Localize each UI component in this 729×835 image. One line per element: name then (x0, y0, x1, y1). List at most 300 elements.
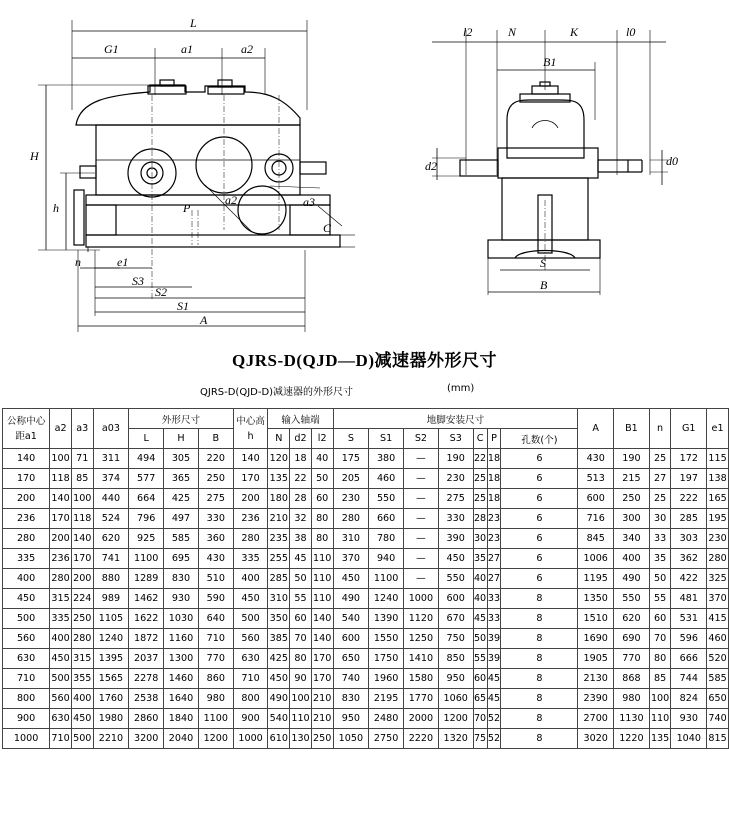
drawing-label-S3: S3 (132, 274, 144, 288)
table-cell: 513 (578, 469, 614, 489)
table-cell: 450 (268, 669, 290, 689)
table-cell: 8 (501, 629, 578, 649)
col-P: P (487, 429, 501, 449)
table-cell: 780 (369, 529, 404, 549)
table-cell: 2860 (129, 709, 164, 729)
table-cell: 230 (333, 489, 369, 509)
table-cell: 60 (649, 609, 671, 629)
table-cell: 710 (233, 669, 268, 689)
table-cell: 195 (707, 509, 729, 529)
table-cell: 1060 (438, 689, 473, 709)
table-cell: 1640 (164, 689, 199, 709)
table-cell: 980 (614, 689, 650, 709)
table-cell: 989 (93, 589, 129, 609)
col-n: n (649, 409, 671, 449)
table-cell: 6 (501, 509, 578, 529)
table-cell: 18 (290, 449, 312, 469)
col-S2: S2 (404, 429, 439, 449)
table-cell: 200 (233, 489, 268, 509)
table-cell: 35 (649, 549, 671, 569)
table-cell: 135 (649, 729, 671, 749)
table-caption: QJRS-D(QJD-D)减速器的外形尺寸 (200, 387, 354, 398)
table-cell: 2278 (129, 669, 164, 689)
table-cell: 23 (487, 509, 501, 529)
table-cell: 280 (71, 629, 93, 649)
table-cell: 100 (50, 449, 72, 469)
table-cell: 900 (3, 709, 50, 729)
drawing-label-B: B (540, 278, 548, 292)
table-cell: 172 (671, 449, 707, 469)
table-cell: 690 (614, 629, 650, 649)
table-cell: 1750 (369, 649, 404, 669)
table-cell: 250 (614, 489, 650, 509)
col-group-foot: 地脚安装尺寸 (333, 409, 578, 429)
table-cell: 175 (333, 449, 369, 469)
table-cell: 52 (487, 709, 501, 729)
table-cell: 2538 (129, 689, 164, 709)
table-cell: 6 (501, 549, 578, 569)
table-cell: 22 (290, 469, 312, 489)
table-cell: 350 (268, 609, 290, 629)
table-cell: 1100 (198, 709, 233, 729)
table-cell: 45 (473, 609, 487, 629)
table-cell: 390 (438, 529, 473, 549)
table-cell: 600 (333, 629, 369, 649)
table-cell: — (404, 489, 439, 509)
table-row (3, 549, 729, 569)
table-cell: 362 (671, 549, 707, 569)
table-cell: 310 (333, 529, 369, 549)
table-cell: 385 (268, 629, 290, 649)
table-cell: 1320 (438, 729, 473, 749)
table-cell: 305 (164, 449, 199, 469)
table-cell: 250 (71, 609, 93, 629)
table-cell: 6 (501, 529, 578, 549)
table-cell: 1390 (369, 609, 404, 629)
table-cell: 620 (614, 609, 650, 629)
table-cell: 1960 (369, 669, 404, 689)
table-cell: 200 (71, 569, 93, 589)
table-cell: 285 (268, 569, 290, 589)
table-cell: 400 (50, 629, 72, 649)
table-cell: 716 (578, 509, 614, 529)
table-cell: 2390 (578, 689, 614, 709)
table-cell: 1462 (129, 589, 164, 609)
table-cell: 33 (487, 589, 501, 609)
table-cell: 250 (198, 469, 233, 489)
col-A: A (578, 409, 614, 449)
table-cell: 2210 (93, 729, 129, 749)
table-cell: 1195 (578, 569, 614, 589)
drawing-label-P: P (183, 201, 191, 215)
table-cell: 930 (164, 589, 199, 609)
table-cell: 1872 (129, 629, 164, 649)
col-S3: S3 (438, 429, 473, 449)
table-cell: 130 (290, 729, 312, 749)
table-row (3, 669, 729, 689)
table-cell: 500 (3, 609, 50, 629)
table-cell: 18 (487, 449, 501, 469)
table-cell: 1000 (233, 729, 268, 749)
table-cell: 830 (164, 569, 199, 589)
table-cell: 1410 (404, 649, 439, 669)
table-cell: 170 (311, 649, 333, 669)
table-cell: 80 (311, 529, 333, 549)
table-cell: 400 (3, 569, 50, 589)
table-cell: 110 (311, 549, 333, 569)
drawing-label-S: S (540, 256, 546, 270)
table-cell: 741 (93, 549, 129, 569)
table-cell: 550 (369, 489, 404, 509)
table-cell: 32 (290, 509, 312, 529)
table-cell: 8 (501, 609, 578, 629)
table-cell: 140 (311, 629, 333, 649)
table-cell: 1200 (198, 729, 233, 749)
col-nominal-center: 公称中心距a1 (3, 409, 50, 449)
col-a03: a03 (93, 409, 129, 449)
table-cell: 50 (473, 629, 487, 649)
table-cell: 497 (164, 509, 199, 529)
table-cell: 845 (578, 529, 614, 549)
table-cell: 236 (50, 549, 72, 569)
drawing-label-d0: d0 (666, 154, 678, 168)
table-cell: 430 (198, 549, 233, 569)
unit-label: (mm) (447, 383, 475, 394)
table-cell: 400 (233, 569, 268, 589)
table-cell: 1250 (404, 629, 439, 649)
table-cell: 2700 (578, 709, 614, 729)
table-cell: 500 (233, 609, 268, 629)
table-row (3, 569, 729, 589)
table-cell: 1395 (93, 649, 129, 669)
table-cell: 6 (501, 569, 578, 589)
table-cell: 1565 (93, 669, 129, 689)
table-cell: 540 (333, 609, 369, 629)
table-cell: 85 (649, 669, 671, 689)
table-cell: 1289 (129, 569, 164, 589)
table-cell: 335 (3, 549, 50, 569)
table-cell: 250 (311, 729, 333, 749)
table-cell: 1000 (3, 729, 50, 749)
table-cell: 710 (50, 729, 72, 749)
table-cell: 170 (233, 469, 268, 489)
col-L: L (129, 429, 164, 449)
col-a3: a3 (71, 409, 93, 449)
table-cell: 1006 (578, 549, 614, 569)
table-cell: 6 (501, 469, 578, 489)
table-cell: 311 (93, 449, 129, 469)
col-center-height: 中心高h (233, 409, 268, 449)
table-cell: 40 (473, 569, 487, 589)
table-cell: 600 (438, 589, 473, 609)
table-cell: 1000 (404, 589, 439, 609)
col-S: S (333, 429, 369, 449)
table-cell: 666 (671, 649, 707, 669)
table-cell: 60 (290, 609, 312, 629)
table-cell: 425 (268, 649, 290, 669)
table-cell: 550 (614, 589, 650, 609)
table-cell: 236 (3, 509, 50, 529)
table-cell: 1350 (578, 589, 614, 609)
table-cell: 85 (71, 469, 93, 489)
table-cell: 52 (487, 729, 501, 749)
table-cell: 600 (578, 489, 614, 509)
table-cell: 165 (707, 489, 729, 509)
table-cell: 140 (50, 489, 72, 509)
table-cell: 670 (438, 609, 473, 629)
table-cell: 335 (50, 609, 72, 629)
table-cell: 3020 (578, 729, 614, 749)
table-cell: 27 (649, 469, 671, 489)
table-cell: 235 (268, 529, 290, 549)
drawing-label-l2: l2 (463, 25, 473, 39)
table-cell: 830 (333, 689, 369, 709)
table-cell: 2130 (578, 669, 614, 689)
table-cell: 100 (71, 489, 93, 509)
table-cell: — (404, 509, 439, 529)
table-cell: 230 (707, 529, 729, 549)
table-row (3, 509, 729, 529)
table-cell: 860 (198, 669, 233, 689)
table-cell: 450 (438, 549, 473, 569)
table-cell: 18 (487, 489, 501, 509)
table-cell: 110 (649, 709, 671, 729)
drawing-label-h: h (53, 201, 59, 215)
col-N: N (268, 429, 290, 449)
table-cell: 490 (268, 689, 290, 709)
col-holes: 孔数(个) (501, 429, 578, 449)
drawing-label-e1: e1 (117, 255, 129, 269)
table-cell: 120 (268, 449, 290, 469)
table-cell: 28 (473, 509, 487, 529)
table-cell: 1040 (671, 729, 707, 749)
table-cell: 1160 (164, 629, 199, 649)
drawing-label-A: A (200, 313, 208, 327)
table-cell: 796 (129, 509, 164, 529)
table-cell: 280 (233, 529, 268, 549)
drawing-label-d2: d2 (425, 159, 437, 173)
col-group-input-shaft: 输入轴端 (268, 409, 333, 429)
table-cell: 590 (198, 589, 233, 609)
col-e1: e1 (707, 409, 729, 449)
table-cell: 190 (438, 449, 473, 469)
drawing-label-a2-diag: a2 (225, 193, 237, 207)
table-cell: 450 (3, 589, 50, 609)
table-cell: 980 (198, 689, 233, 709)
table-cell: 80 (290, 649, 312, 669)
table-cell: 2480 (369, 709, 404, 729)
table-cell: 340 (614, 529, 650, 549)
table-cell: 35 (473, 549, 487, 569)
table-cell: 1550 (369, 629, 404, 649)
table-cell: 560 (233, 629, 268, 649)
table-cell: 60 (311, 489, 333, 509)
table-cell: 425 (164, 489, 199, 509)
table-cell: 190 (614, 449, 650, 469)
table-cell: 770 (198, 649, 233, 669)
table-cell: 210 (311, 709, 333, 729)
table-cell: 115 (707, 449, 729, 469)
table-row (3, 529, 729, 549)
table-cell: 55 (649, 589, 671, 609)
table-cell: 460 (707, 629, 729, 649)
table-cell: 500 (71, 729, 93, 749)
table-cell: 630 (50, 709, 72, 729)
table-cell: 70 (473, 709, 487, 729)
table-cell: 1240 (369, 589, 404, 609)
col-B1: B1 (614, 409, 650, 449)
dimension-table (2, 408, 729, 749)
table-cell: 70 (290, 629, 312, 649)
table-body (3, 449, 729, 749)
table-cell: 450 (333, 569, 369, 589)
table-cell: 38 (290, 529, 312, 549)
table-cell: 380 (369, 449, 404, 469)
table-cell: 800 (3, 689, 50, 709)
table-cell: 45 (487, 689, 501, 709)
table-cell: 8 (501, 729, 578, 749)
drawing-label-H: H (30, 149, 39, 163)
table-cell: 90 (290, 669, 312, 689)
table-cell: 200 (3, 489, 50, 509)
table-cell: 6 (501, 489, 578, 509)
table-cell: 585 (707, 669, 729, 689)
table-cell: 610 (268, 729, 290, 749)
table-cell: 925 (129, 529, 164, 549)
table-cell: 1300 (164, 649, 199, 669)
table-cell: 197 (671, 469, 707, 489)
table-cell: 430 (578, 449, 614, 469)
table-cell: 140 (311, 609, 333, 629)
drawing-label-a3: a3 (303, 195, 315, 209)
table-cell: — (404, 449, 439, 469)
reducer-outline-drawing (0, 0, 729, 345)
drawing-label-B1: B1 (543, 55, 557, 69)
table-cell: 930 (671, 709, 707, 729)
table-cell: 25 (649, 449, 671, 469)
table-cell: 630 (3, 649, 50, 669)
table-cell: 596 (671, 629, 707, 649)
table-row (3, 709, 729, 729)
table-cell: 1100 (369, 569, 404, 589)
table-cell: 70 (649, 629, 671, 649)
drawing-label-a1: a1 (181, 42, 193, 56)
table-cell: 400 (614, 549, 650, 569)
table-cell: 440 (93, 489, 129, 509)
table-row (3, 449, 729, 469)
table-cell: 710 (198, 629, 233, 649)
table-cell: — (404, 549, 439, 569)
table-cell: 30 (649, 509, 671, 529)
table-cell: 740 (333, 669, 369, 689)
table-cell: — (404, 469, 439, 489)
table-cell: 481 (671, 589, 707, 609)
table-cell: 315 (50, 589, 72, 609)
table-cell: 500 (50, 669, 72, 689)
table-cell: 75 (473, 729, 487, 749)
table-cell: 40 (473, 589, 487, 609)
table-cell: 531 (671, 609, 707, 629)
table-cell: 140 (233, 449, 268, 469)
table-cell: 1240 (93, 629, 129, 649)
table-cell: 800 (233, 689, 268, 709)
table-row (3, 589, 729, 609)
table-cell: 220 (198, 449, 233, 469)
table-cell: 170 (311, 669, 333, 689)
table-cell: 940 (369, 549, 404, 569)
table-cell: 3200 (129, 729, 164, 749)
table-cell: 2195 (369, 689, 404, 709)
table-cell: 230 (438, 469, 473, 489)
table-cell: 355 (71, 669, 93, 689)
table-cell: 1580 (404, 669, 439, 689)
table-cell: 950 (333, 709, 369, 729)
table-cell: 1770 (404, 689, 439, 709)
table-cell: 110 (311, 589, 333, 609)
table-cell: 205 (333, 469, 369, 489)
table-cell: 770 (614, 649, 650, 669)
table-cell: 39 (487, 649, 501, 669)
table-cell: 520 (707, 649, 729, 669)
table-cell: 2037 (129, 649, 164, 669)
table-cell: 630 (233, 649, 268, 669)
table-cell: 80 (311, 509, 333, 529)
drawing-label-S2: S2 (155, 285, 167, 299)
table-cell: 30 (473, 529, 487, 549)
table-cell: 2750 (369, 729, 404, 749)
table-cell: 1200 (438, 709, 473, 729)
table-cell: 110 (311, 569, 333, 589)
table-cell: 1100 (129, 549, 164, 569)
table-cell: 215 (614, 469, 650, 489)
table-cell: 664 (129, 489, 164, 509)
table-cell: 100 (290, 689, 312, 709)
table-cell: 1840 (164, 709, 199, 729)
drawing-label-G1: G1 (104, 42, 119, 56)
table-cell: 360 (198, 529, 233, 549)
table-row (3, 469, 729, 489)
table-cell: 135 (268, 469, 290, 489)
table-cell: 315 (71, 649, 93, 669)
table-cell: 45 (487, 669, 501, 689)
table-cell: 180 (268, 489, 290, 509)
table-cell: 374 (93, 469, 129, 489)
col-d2: d2 (290, 429, 312, 449)
table-cell: 400 (71, 689, 93, 709)
table-row (3, 689, 729, 709)
table-cell: 236 (233, 509, 268, 529)
table-cell: 2040 (164, 729, 199, 749)
drawing-label-L: L (190, 16, 197, 30)
table-cell: 1690 (578, 629, 614, 649)
table-cell: 18 (487, 469, 501, 489)
table-cell: 280 (707, 549, 729, 569)
table-cell: 640 (198, 609, 233, 629)
col-l2: l2 (311, 429, 333, 449)
col-G1: G1 (671, 409, 707, 449)
col-S1: S1 (369, 429, 404, 449)
table-cell: 868 (614, 669, 650, 689)
table-cell: 1905 (578, 649, 614, 669)
table-cell: 100 (649, 689, 671, 709)
table-cell: 55 (290, 589, 312, 609)
table-cell: 210 (268, 509, 290, 529)
table-cell: 524 (93, 509, 129, 529)
table-cell: 1980 (93, 709, 129, 729)
table-cell: 210 (311, 689, 333, 709)
table-cell: 880 (93, 569, 129, 589)
table-cell: 577 (129, 469, 164, 489)
